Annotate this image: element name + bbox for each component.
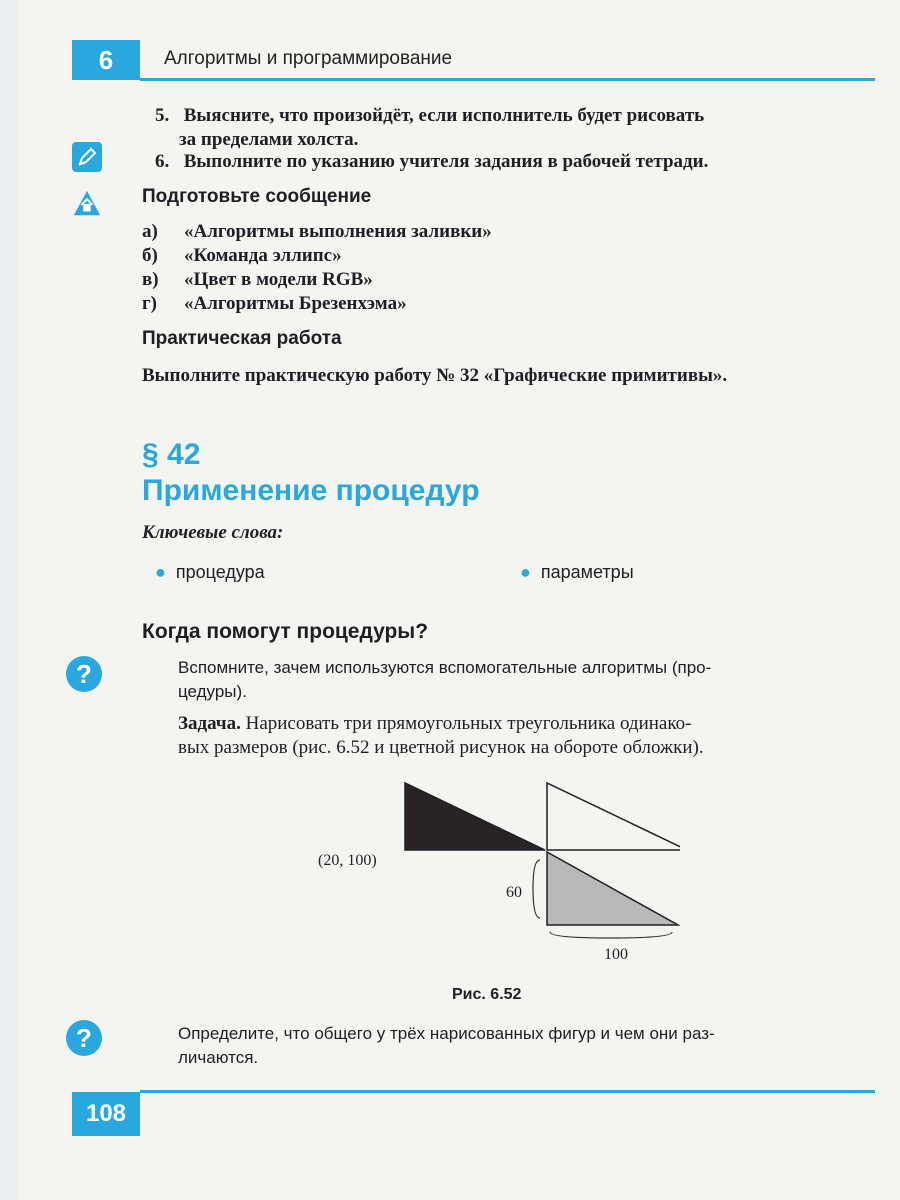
section-title: Применение процедур [142, 474, 480, 507]
width-label: 100 [604, 946, 628, 963]
practice-text: Выполните практическую работу № 32 «Графические примитивы». [142, 365, 728, 386]
pencil-icon [72, 142, 102, 172]
question-mark-icon: ? [66, 1020, 102, 1056]
triangle-dark [405, 783, 545, 850]
triangle-gray [547, 852, 678, 925]
running-title: Алгоритмы и программирование [164, 48, 453, 69]
header-rule [140, 78, 875, 81]
list-item: в) «Цвет в модели RGB» [142, 269, 373, 290]
coord-label: (20, 100) [318, 852, 377, 869]
height-label: 60 [506, 884, 522, 901]
question-number: 6. [155, 151, 170, 172]
question-number: 5. [155, 105, 170, 126]
subsection-title: Когда помогут процедуры? [142, 620, 429, 643]
task-text: Задача. Нарисовать три прямоугольных треугольника одинако- вых размеров (рис. 6.52 и цветной рисунок на обороте обложки). [178, 713, 704, 758]
task-label: Задача. [178, 713, 241, 734]
practice-heading: Практическая работа [142, 328, 342, 349]
question-text: Выясните, что произойдёт, если исполнитель будет рисовать [183, 105, 705, 126]
question-5 [155, 104, 875, 152]
width-brace [550, 932, 672, 938]
keyword-item: ● процедура [155, 562, 265, 582]
recall-text: Вспомните, зачем используются вспомогательные алгоритмы (про- цедуры). [178, 658, 712, 701]
question-text: Выполните по указанию учителя задания в рабочей тетради. [183, 151, 709, 172]
list-item: б) «Команда эллипс» [142, 245, 342, 266]
report-list [142, 220, 492, 316]
footer-rule [140, 1090, 875, 1093]
question-6 [155, 150, 885, 174]
home-icon [72, 188, 102, 218]
question-text-cont: за пределами холста. [179, 129, 359, 150]
keyword-item: ● параметры [520, 562, 634, 582]
question2-text: Определите, что общего у трёх нарисованных фигур и чем они раз- личаются. [178, 1024, 715, 1067]
question-mark-icon: ? [66, 656, 102, 692]
keywords-label: Ключевые слова: [142, 522, 284, 543]
chapter-number: 6 [72, 40, 140, 80]
page-edge [0, 0, 18, 1200]
list-item: г) «Алгоритмы Брезенхэма» [142, 293, 407, 314]
height-brace [533, 860, 540, 918]
list-item: а) «Алгоритмы выполнения заливки» [142, 221, 492, 242]
triangle-white [547, 783, 680, 850]
figure-caption: Рис. 6.52 [452, 986, 522, 1003]
section-number: § 42 [142, 438, 201, 471]
page-number: 108 [72, 1092, 140, 1136]
report-heading: Подготовьте сообщение [142, 186, 372, 207]
